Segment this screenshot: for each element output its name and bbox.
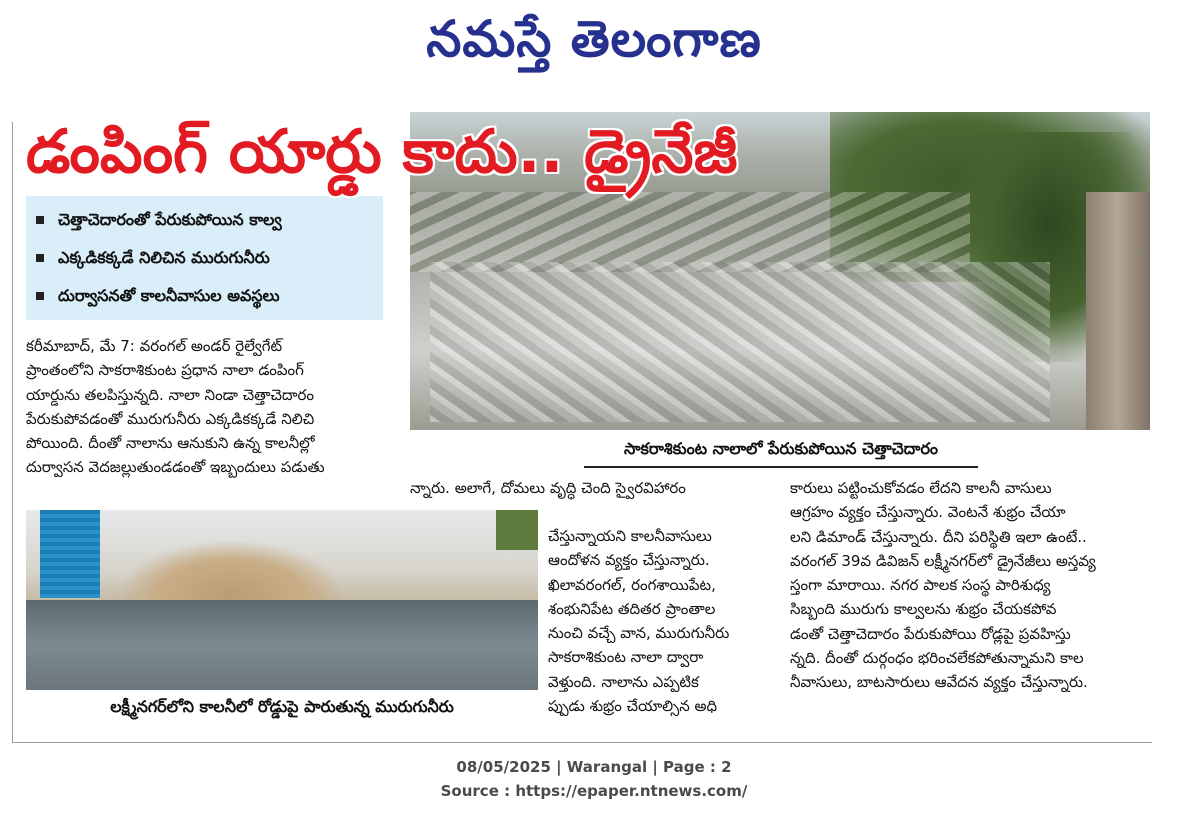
main-photo-caption: సాకరాశికుంట నాలాలో పేరుకుపోయిన చెత్తాచెదారం	[584, 432, 978, 468]
body-line: ప్రాంతంలోని సాకరాశికుంట ప్రధాన నాలా డంపింగ్	[26, 361, 304, 380]
body-line: న్నది. దీంతో దుర్గంధం భరించలేకపోతున్నామని కాల	[790, 649, 1084, 668]
body-line: ఆందోళన వ్యక్తం చేస్తున్నారు.	[548, 551, 710, 570]
body-line: నీవాసులు, బాటసారులు ఆవేదన వ్యక్తం చేస్తున్నారు.	[790, 673, 1088, 692]
body-line: ప్పుడు శుభ్రం చేయాల్సిన అధి	[548, 697, 718, 716]
highlight-text: ఎక్కడికక్కడే నిలిచిన మురుగునీరు	[58, 248, 270, 267]
body-line: వరంగల్ 39వ డివిజన్ లక్ష్మీనగర్‌లో డ్రైనేజీలు అస్తవ్య	[790, 551, 1096, 570]
article-column-2	[548, 524, 768, 718]
masthead-logo: నమస్తే తెలంగాణ	[426, 9, 762, 68]
photo-garbage	[410, 192, 970, 272]
photo-garbage	[430, 262, 1050, 422]
highlight-item	[26, 277, 383, 315]
photo-wall	[1086, 192, 1150, 430]
article-column-1	[26, 334, 384, 480]
body-line: చేస్తున్నాయని కాలనీవాసులు	[548, 527, 712, 545]
body-line: సిబ్బంది మురుగు కాల్వలను శుభ్రం చేయకపోవ	[790, 600, 1057, 619]
body-line: శంభునిపేట తదితర ప్రాంతాల	[548, 599, 716, 618]
article-column-2-top	[410, 476, 768, 500]
highlight-item	[26, 201, 383, 239]
body-line: ఖిలావరంగల్, రంగశాయిపేట,	[548, 575, 716, 594]
bullet-square-icon	[36, 292, 44, 300]
footer-source: Source : https://epaper.ntnews.com/	[440, 782, 748, 800]
body-line: నుంచి వచ్చే వాన, మురుగునీరు	[548, 624, 730, 643]
secondary-photo-caption: లక్ష్మీనగర్‌లోని కాలనీలో రోడ్డుపై పారుతున్న మురుగునీరు	[110, 697, 454, 716]
bullet-square-icon	[36, 254, 44, 262]
highlight-text: దుర్వాసనతో కాలనీవాసుల అవస్థలు	[58, 286, 280, 305]
body-line: పేరుకుపోవడంతో మురుగునీరు ఎక్కడికక్కడే నిలిచి	[26, 409, 315, 428]
photo-tree	[496, 510, 538, 550]
bullet-square-icon	[36, 216, 44, 224]
body-line: డంతో చెత్తాచెదారం పేరుకుపోయి రోడ్లపై ప్రవహిస్తు	[790, 624, 1071, 643]
article-column-3	[790, 476, 1148, 695]
body-line: కారులు పట్టించుకోవడం లేదని కాలనీ వాసులు	[790, 479, 1052, 497]
secondary-photo-sewage-road	[26, 510, 538, 690]
highlight-item	[26, 239, 383, 277]
column-rule-left	[12, 122, 13, 742]
body-line: దుర్వాసన వెదజల్లుతుండడంతో ఇబ్బందులు పడుతు	[26, 458, 325, 477]
body-line: ఆగ్రహం వ్యక్తం చేస్తున్నారు. వెంటనే శుభ్రం చేయా	[790, 503, 1066, 522]
body-line: కరీమాబాద్, మే 7: వరంగల్ అండర్ రైల్వేగేట్	[26, 337, 283, 355]
body-line: స్తంగా మారాయి. నగర పాలక సంస్థ పారిశుధ్య	[790, 576, 1051, 595]
body-line: న్నారు. అలాగే, దోమలు వృద్ధి చెంది స్వైరవిహారం	[410, 479, 686, 497]
footer-edition-info: 08/05/2025 | Warangal | Page : 2	[456, 758, 732, 776]
article-bottom-rule	[12, 742, 1152, 743]
photo-water	[26, 600, 538, 690]
body-line: యార్డును తలపిస్తున్నది. నాలా నిండా చెత్తాచెదారం	[26, 385, 315, 404]
body-line: లని డిమాండ్ చేస్తున్నారు. దీని పరిస్థితి ఇలా ఉంటే..	[790, 527, 1087, 546]
body-line: పోయింది. దీంతో నాలాను ఆనుకుని ఉన్న కాలనీల్లో	[26, 434, 315, 453]
highlights-box	[26, 196, 383, 320]
body-line: వెళ్తుంది. నాలాను ఎప్పటిక	[548, 672, 699, 691]
photo-shutter	[40, 510, 100, 598]
highlight-text: చెత్తాచెదారంతో పేరుకుపోయిన కాల్వ	[58, 210, 282, 229]
headline: డంపింగ్ యార్డు కాదు.. డ్రైనేజీ	[26, 117, 738, 187]
body-line: సాకరాశికుంట నాలా ద్వారా	[548, 648, 704, 667]
